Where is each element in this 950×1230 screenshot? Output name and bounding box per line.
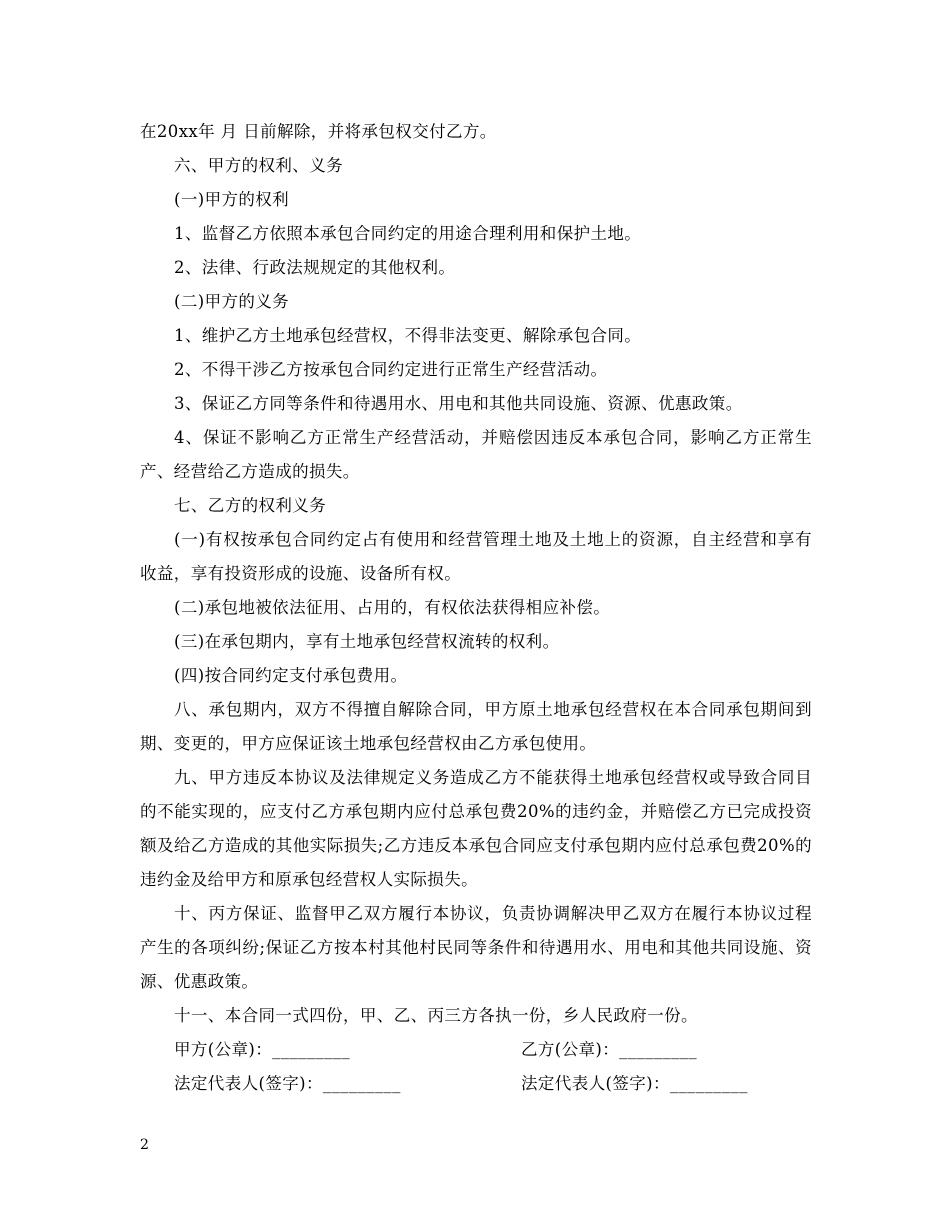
paragraph: (一)有权按承包合同约定占有使用和经营管理土地及土地上的资源，自主经营和享有收益，享有投资形成的设施、设备所有权。 <box>140 530 812 583</box>
section-heading-7: 七、乙方的权利义务 <box>174 496 327 515</box>
subsection-heading: (二)甲方的义务 <box>174 292 290 311</box>
paragraph: 3、保证乙方同等条件和待遇用水、用电和其他共同设施、资源、优惠政策。 <box>174 394 743 413</box>
document-body <box>140 115 812 1101</box>
paragraph: 在20xx年 月 日前解除，并将承包权交付乙方。 <box>140 122 497 141</box>
section-9: 九、甲方违反本协议及法律规定义务造成乙方不能获得土地承包经营权或导致合同目的不能实现的，应支付乙方承包期内应付总承包费20%的违约金，并赔偿乙方已完成投资额及给乙方造成的其他实际损失;乙方违反本承包合同应支付承包期内应付总承包费20%的违约金及给甲方和原承包经营权人实际损失。 <box>140 768 812 889</box>
party-b-seal-line: 乙方(公章)：_________ <box>521 1040 698 1059</box>
section-heading-6: 六、甲方的权利、义务 <box>174 156 343 175</box>
paragraph: 2、不得干涉乙方按承包合同约定进行正常生产经营活动。 <box>174 360 608 379</box>
page-number: 2 <box>140 1137 149 1153</box>
signature-row-seals <box>140 1033 812 1067</box>
party-b-representative-line: 法定代表人(签字)：_________ <box>521 1074 748 1093</box>
section-11: 十一、本合同一式四份，甲、乙、丙三方各执一份，乡人民政府一份。 <box>174 1006 698 1025</box>
section-10: 十、丙方保证、监督甲乙双方履行本协议，负责协调解决甲乙双方在履行本协议过程产生的各项纠纷;保证乙方按本村其他村民同等条件和待遇用水、用电和其他共同设施、资源、优惠政策。 <box>140 904 812 991</box>
paragraph: 1、维护乙方土地承包经营权，不得非法变更、解除承包合同。 <box>174 326 642 345</box>
paragraph: 4、保证不影响乙方正常生产经营活动，并赔偿因违反本承包合同，影响乙方正常生产、经营给乙方造成的损失。 <box>140 428 812 481</box>
section-8: 八、承包期内，双方不得擅自解除合同，甲方原土地承包经营权在本合同承包期间到期、变更的，甲方应保证该土地承包经营权由乙方承包使用。 <box>140 700 812 753</box>
paragraph: (二)承包地被依法征用、占用的，有权依法获得相应补偿。 <box>174 598 611 617</box>
paragraph: 1、监督乙方依照本承包合同约定的用途合理利用和保护土地。 <box>174 224 642 243</box>
paragraph: (四)按合同约定支付承包费用。 <box>174 666 408 685</box>
paragraph: 2、法律、行政法规规定的其他权利。 <box>174 258 456 277</box>
party-a-representative-line: 法定代表人(签字)：_________ <box>174 1074 401 1093</box>
signature-row-representatives <box>140 1067 812 1101</box>
subsection-heading: (一)甲方的权利 <box>174 190 290 209</box>
paragraph: (三)在承包期内，享有土地承包经营权流转的权利。 <box>174 632 560 651</box>
party-a-seal-line: 甲方(公章)：_________ <box>174 1040 351 1059</box>
